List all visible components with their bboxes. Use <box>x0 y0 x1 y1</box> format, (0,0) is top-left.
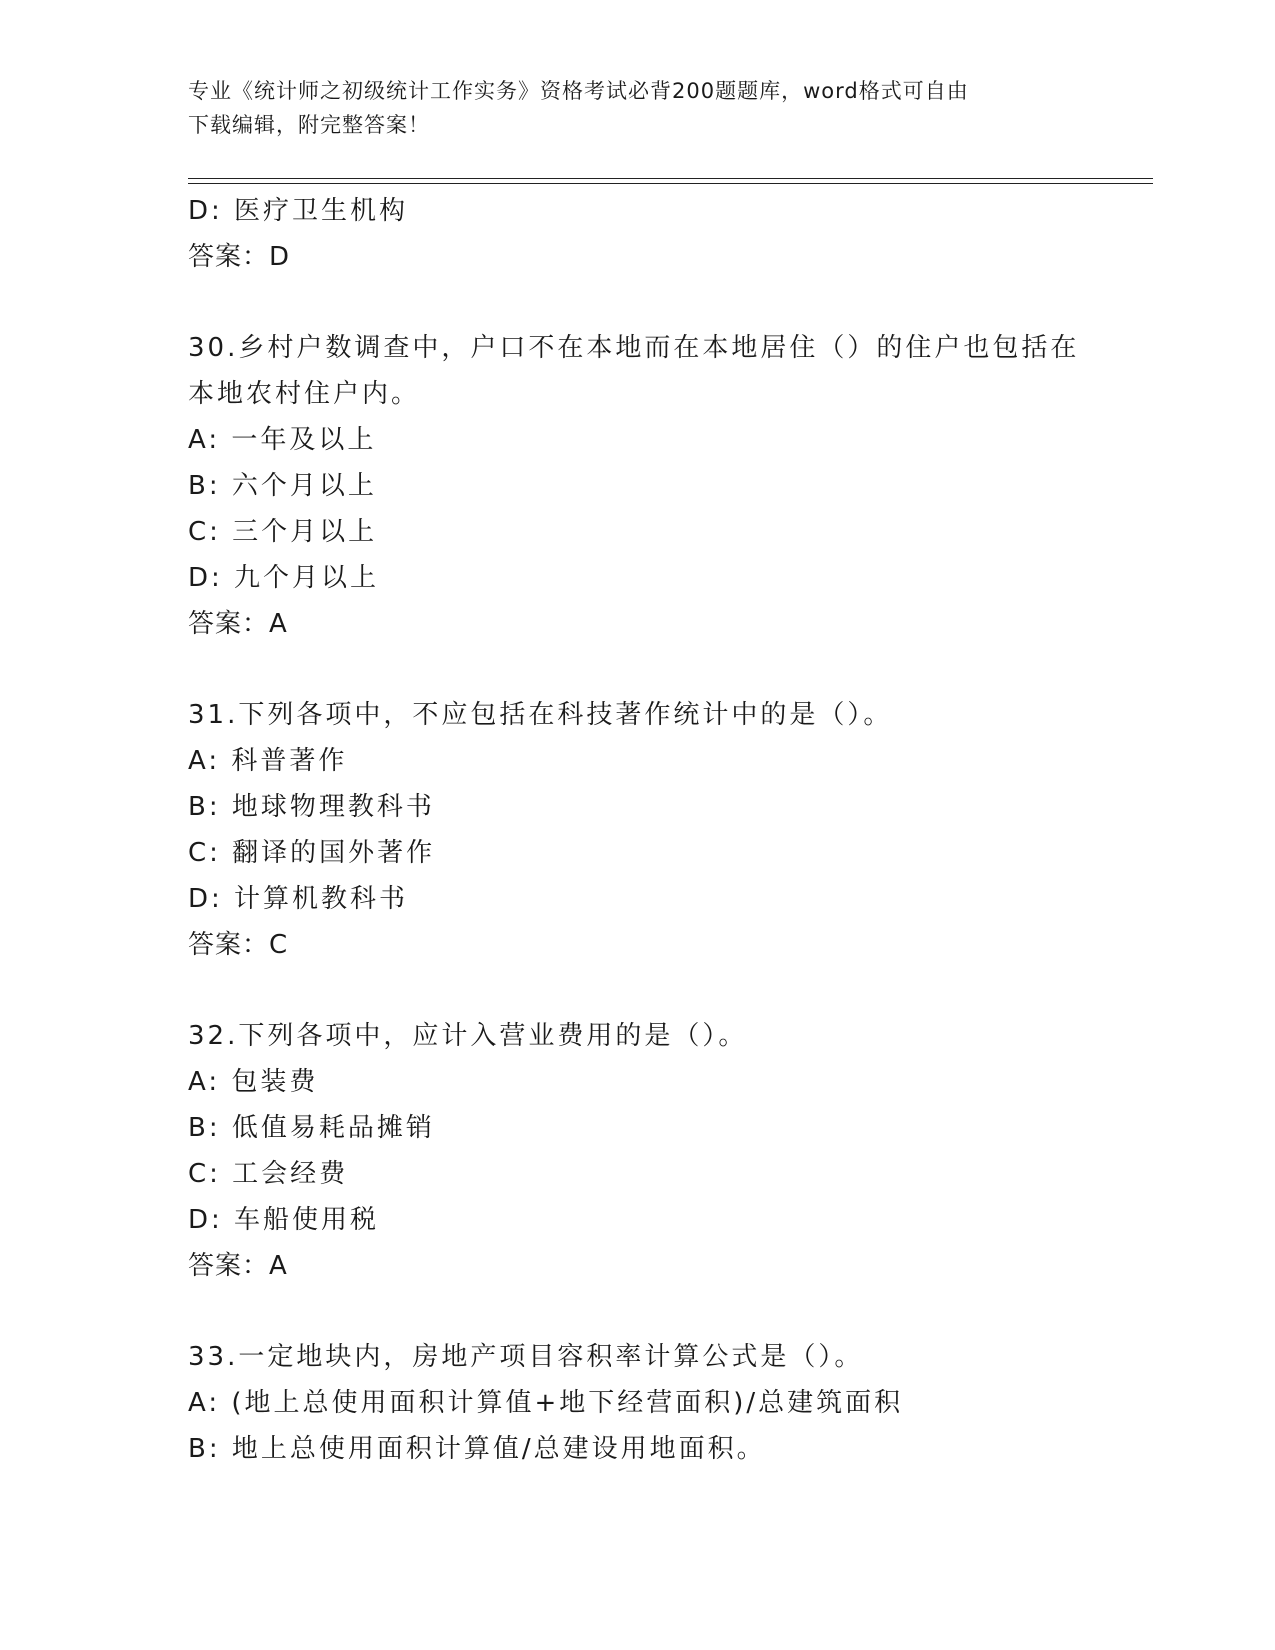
header-line-2: 下载编辑，附完整答案！ <box>188 113 430 137</box>
question-text: 33.一定地块内，房地产项目容积率计算公式是（）。 <box>188 1342 864 1372</box>
header-divider-bottom <box>188 183 1153 184</box>
question-31 <box>188 692 1088 968</box>
question-text: 本地农村住户内。 <box>188 379 421 409</box>
option-c: C: 工会经费 <box>188 1159 349 1189</box>
question-33 <box>188 1334 1088 1472</box>
question-32 <box>188 1013 1088 1289</box>
question-list <box>188 188 1088 1472</box>
question-text: 30.乡村户数调查中，户口不在本地而在本地居住（）的住户也包括在 <box>188 333 1080 363</box>
document-header <box>188 74 1088 142</box>
option-b: B: 低值易耗品摊销 <box>188 1113 435 1143</box>
question-text: 31.下列各项中，不应包括在科技著作统计中的是（）。 <box>188 700 893 730</box>
option-c: C: 三个月以上 <box>188 517 378 547</box>
answer: 答案：A <box>188 1251 288 1281</box>
option-d: D: 计算机教科书 <box>188 884 409 914</box>
option-a: A: 科普著作 <box>188 746 348 776</box>
previous-question-tail <box>188 188 1088 280</box>
option-d: D: 医疗卫生机构 <box>188 196 409 226</box>
header-divider-top <box>188 178 1153 179</box>
header-line-1: 专业《统计师之初级统计工作实务》资格考试必背200题题库，word格式可自由 <box>188 79 969 103</box>
option-b: B: 六个月以上 <box>188 471 377 501</box>
option-a: A: 包装费 <box>188 1067 319 1097</box>
option-a: A: 一年及以上 <box>188 425 377 455</box>
question-30 <box>188 325 1088 647</box>
answer: 答案：A <box>188 609 288 639</box>
answer: 答案：C <box>188 930 289 960</box>
option-b: B: 地球物理教科书 <box>188 792 435 822</box>
option-b: B: 地上总使用面积计算值/总建设用地面积。 <box>188 1434 766 1464</box>
option-d: D: 车船使用税 <box>188 1205 380 1235</box>
option-a: A: (地上总使用面积计算值+地下经营面积)/总建筑面积 <box>188 1388 904 1418</box>
question-text: 32.下列各项中，应计入营业费用的是（）。 <box>188 1021 748 1051</box>
option-d: D: 九个月以上 <box>188 563 380 593</box>
option-c: C: 翻译的国外著作 <box>188 838 436 868</box>
answer: 答案：D <box>188 242 291 272</box>
